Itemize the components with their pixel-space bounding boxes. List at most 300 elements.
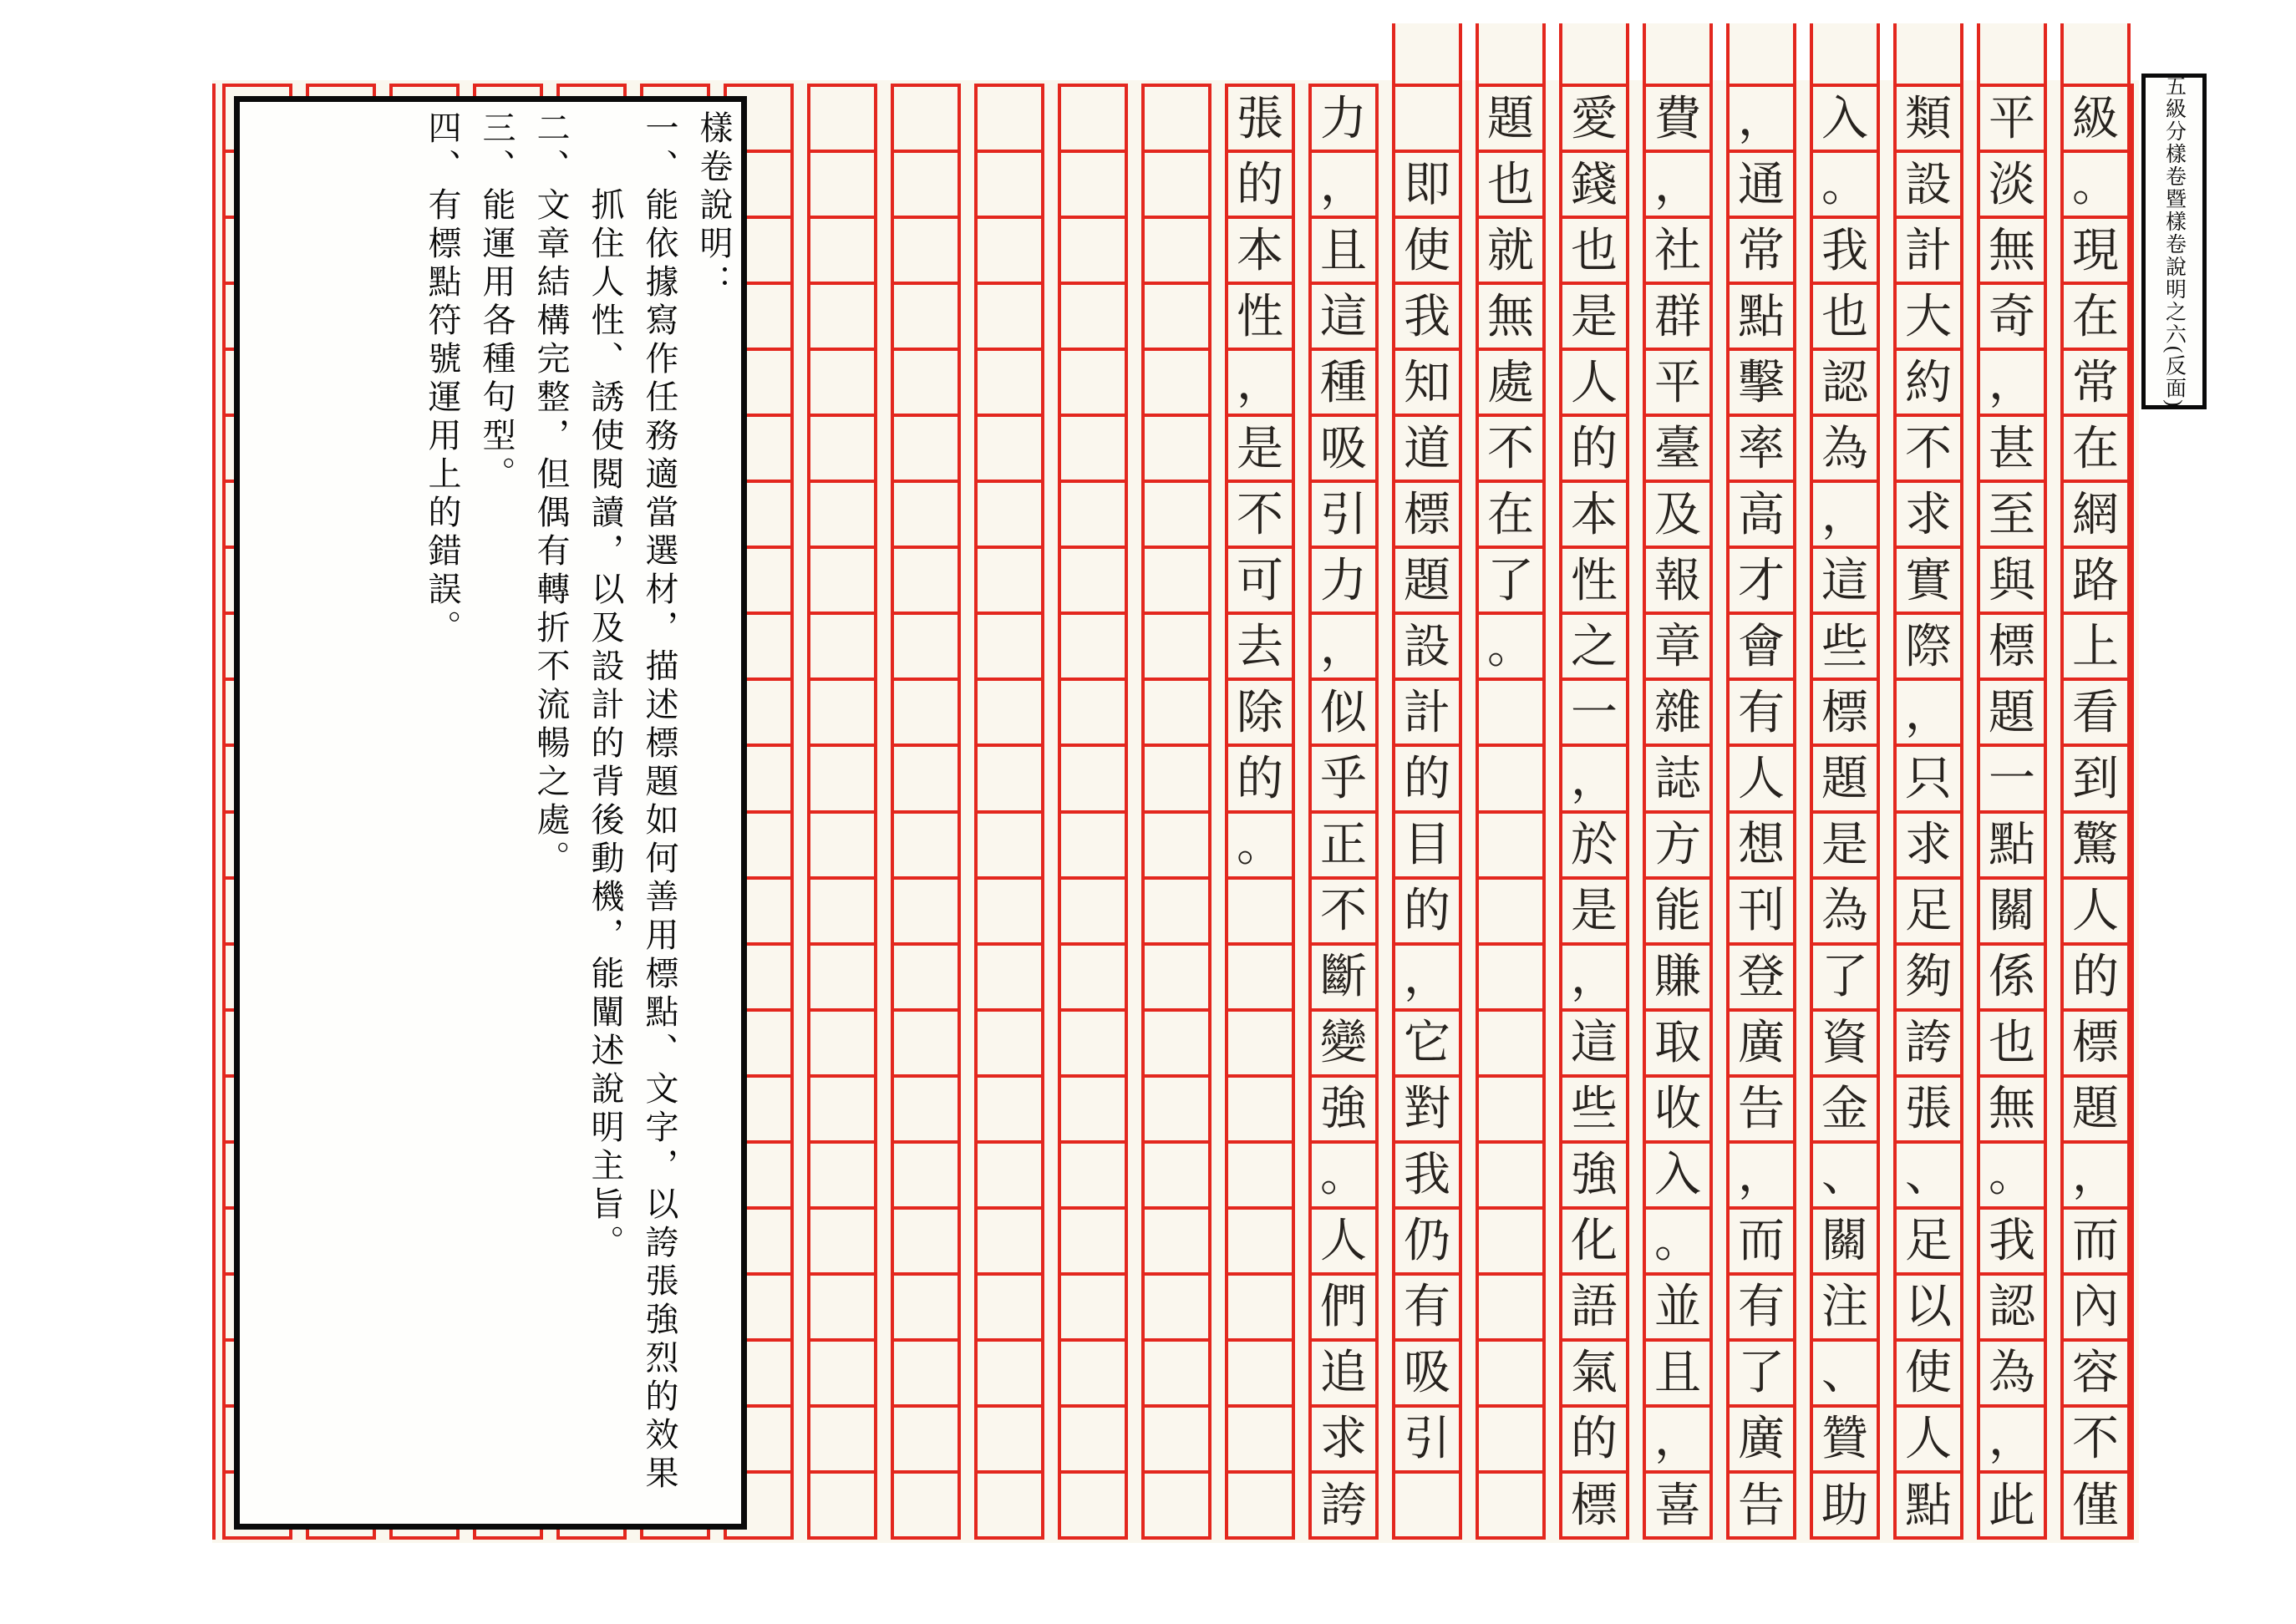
grid-cell: 標: [1980, 615, 2044, 681]
grid-cell: 為: [1980, 1342, 2044, 1408]
grid-cell: 內: [2064, 1276, 2127, 1342]
grid-cell: [978, 880, 1041, 946]
grid-cell: 是: [1228, 417, 1292, 483]
grid-cell: 奇: [1980, 285, 2044, 351]
grid-cell: 化: [1562, 1210, 1626, 1276]
grid-cell: 標: [1571, 1478, 1618, 1531]
grid-cell: 題: [1395, 549, 1459, 615]
grid-column-9: [1392, 84, 1462, 1540]
grid-cell: 取: [1646, 1012, 1709, 1078]
grid-cell: 不: [1312, 880, 1375, 946]
grid-cell: 費: [1646, 87, 1709, 153]
grid-cell: 資: [1813, 1012, 1877, 1078]
grid-cell: [1479, 681, 1542, 747]
grid-cell: [894, 1474, 958, 1536]
grid-cell: 、: [1897, 1144, 1960, 1210]
grid-cell: [1145, 1078, 1208, 1144]
sample-notes-box: [234, 96, 747, 1530]
grid-cell: ，: [1980, 351, 2044, 417]
grid-cell: [978, 1342, 1041, 1408]
grid-cell: 收: [1646, 1078, 1709, 1144]
grid-cell: 在: [2064, 417, 2127, 483]
grid-cell: [1145, 880, 1208, 946]
grid-cell: [978, 615, 1041, 681]
grid-cell: 誇: [1320, 1478, 1367, 1531]
grid-cell: 了: [1479, 549, 1542, 615]
grid-cell: 平: [1980, 87, 2044, 153]
grid-cell: [1145, 681, 1208, 747]
grid-cell: [1228, 1474, 1292, 1536]
grid-cell: [810, 1210, 874, 1276]
grid-cell: 的: [1228, 747, 1292, 813]
grid-cell: 通: [1730, 153, 1793, 219]
grid-cell: 了: [1730, 1342, 1793, 1408]
grid-cell: 人: [1562, 351, 1626, 417]
grid-cell: 力: [1312, 549, 1375, 615]
grid-cell: [978, 1408, 1041, 1474]
grid-cell: [1145, 1474, 1208, 1536]
grid-cell: 張: [1897, 1078, 1960, 1144]
clipped-top-cell: [1977, 23, 2047, 84]
clipped-top-cell: [1476, 23, 1546, 84]
grid-cell: 的: [1228, 153, 1292, 219]
grid-cell: ，: [1228, 351, 1292, 417]
grid-cell: 氣: [1562, 1342, 1626, 1408]
grid-cell: [1061, 351, 1125, 417]
grid-cell: 在: [1479, 483, 1542, 549]
grid-cell: [1479, 814, 1542, 880]
grid-cell: 足: [1897, 880, 1960, 946]
grid-cell: [894, 681, 958, 747]
grid-cell: 並: [1646, 1276, 1709, 1342]
grid-cell: [1228, 1078, 1292, 1144]
grid-cell: 設: [1395, 615, 1459, 681]
grid-cell: 計: [1395, 681, 1459, 747]
grid-cell: [1145, 1012, 1208, 1078]
grid-cell: [1061, 1012, 1125, 1078]
grid-cell: 使: [1897, 1342, 1960, 1408]
grid-cell: [1061, 1210, 1125, 1276]
grid-cell: 臺: [1646, 417, 1709, 483]
grid-cell: [978, 549, 1041, 615]
grid-cell: 僅: [2072, 1478, 2119, 1531]
clipped-top-cell: [2060, 23, 2131, 84]
grid-cell: 金: [1813, 1078, 1877, 1144]
grid-cell: ，: [1980, 1408, 2044, 1474]
grid-cell: [894, 1012, 958, 1078]
grid-cell: [1479, 880, 1542, 946]
grid-cell: 刊: [1730, 880, 1793, 946]
grid-cell: 一: [1562, 681, 1626, 747]
clipped-top-cell: [1893, 23, 1963, 84]
grid-cell: 知: [1395, 351, 1459, 417]
grid-column-12: [1141, 84, 1211, 1540]
grid-cell: 告: [1730, 1078, 1793, 1144]
grid-cell: 本: [1562, 483, 1626, 549]
grid-cell: ，: [2064, 1144, 2127, 1210]
grid-cell: 約: [1897, 351, 1960, 417]
grid-cell: 、: [1813, 1342, 1877, 1408]
grid-cell: 也: [1980, 1012, 2044, 1078]
side-label-box: [2141, 74, 2207, 409]
grid-cell: 到: [2064, 747, 2127, 813]
grid-cell: ，: [1395, 946, 1459, 1012]
grid-cell: [1395, 1474, 1459, 1536]
grid-cell: [1145, 1408, 1208, 1474]
grid-cell: [810, 681, 874, 747]
grid-cell: 至: [1980, 483, 2044, 549]
grid-cell: 常: [1730, 219, 1793, 285]
grid-cell: [894, 880, 958, 946]
grid-cell: 容: [2064, 1342, 2127, 1408]
grid-cell: [894, 1408, 958, 1474]
grid-cell: 。: [1813, 153, 1877, 219]
grid-cell: ，: [1562, 946, 1626, 1012]
grid-cell: [810, 814, 874, 880]
grid-cell: 對: [1395, 1078, 1459, 1144]
grid-cell: 的: [1562, 1408, 1626, 1474]
notes-title: 樣卷說明：: [695, 110, 733, 302]
grid-cell: 登: [1730, 946, 1793, 1012]
grid-cell: 我: [1395, 1144, 1459, 1210]
grid-column-14: [974, 84, 1044, 1540]
grid-cell: 引: [1312, 483, 1375, 549]
grid-cell: [978, 681, 1041, 747]
grid-cell: [1228, 1210, 1292, 1276]
grid-cell: 會: [1730, 615, 1793, 681]
grid-cell: ，: [1312, 153, 1375, 219]
grid-column-5: [1726, 84, 1796, 1540]
grid-cell: [978, 417, 1041, 483]
grid-cell: [894, 946, 958, 1012]
grid-cell: 不: [1897, 417, 1960, 483]
grid-cell: 驚: [2064, 814, 2127, 880]
grid-cell: 。: [1228, 814, 1292, 880]
grid-cell: 際: [1897, 615, 1960, 681]
grid-cell: [1228, 1276, 1292, 1342]
grid-cell: [1145, 946, 1208, 1012]
notes-item-column-2: 抓住人性、誘使閱讀，以及設計的背後動機，能闡述說明主旨。: [587, 187, 624, 1263]
grid-cell: 目: [1395, 814, 1459, 880]
notes-item-column-4: 三、能運用各種句型。: [478, 110, 516, 495]
grid-cell: 關: [1980, 880, 2044, 946]
grid-cell: 且: [1312, 219, 1375, 285]
grid-cell: [894, 219, 958, 285]
grid-cell: 誇: [1897, 1012, 1960, 1078]
grid-cell: 之: [1562, 615, 1626, 681]
grid-cell: 題: [2064, 1078, 2127, 1144]
grid-cell: [1061, 681, 1125, 747]
grid-cell: 強: [1312, 1078, 1375, 1144]
grid-cell: 標: [1395, 483, 1459, 549]
grid-cell: [810, 417, 874, 483]
grid-cell: 無: [1980, 1078, 2044, 1144]
grid-cell: [1479, 1144, 1542, 1210]
grid-cell: [1061, 549, 1125, 615]
notes-item-column-3: 二、文章結構完整，但偶有轉折不流暢之處。: [532, 110, 570, 879]
grid-cell: [810, 483, 874, 549]
grid-cell: 求: [1897, 483, 1960, 549]
grid-cell: 告: [1738, 1478, 1785, 1531]
grid-cell: [894, 483, 958, 549]
grid-cell: 點: [1980, 814, 2044, 880]
grid-cell: [1145, 814, 1208, 880]
grid-cell: 力: [1312, 87, 1375, 153]
clipped-top-cell: [1559, 23, 1629, 84]
grid-cell: 性: [1228, 285, 1292, 351]
grid-cell: [978, 483, 1041, 549]
grid-cell: [894, 285, 958, 351]
grid-cell: 無: [1980, 219, 2044, 285]
grid-cell: 與: [1980, 549, 2044, 615]
grid-cell: 我: [1813, 219, 1877, 285]
grid-cell: 了: [1813, 946, 1877, 1012]
grid-cell: 入: [1813, 87, 1877, 153]
grid-cell: [978, 1276, 1041, 1342]
grid-cell: 標: [2064, 1012, 2127, 1078]
grid-cell: [1479, 1474, 1542, 1536]
grid-column-4: [1810, 84, 1880, 1540]
grid-cell: 擊: [1730, 351, 1793, 417]
grid-cell: 的: [1395, 747, 1459, 813]
grid-cell: 去: [1228, 615, 1292, 681]
grid-cell: [978, 285, 1041, 351]
grid-cell: [1479, 747, 1542, 813]
grid-cell: 題: [1980, 681, 2044, 747]
grid-cell: 它: [1395, 1012, 1459, 1078]
grid-cell: [810, 285, 874, 351]
grid-cell: [894, 615, 958, 681]
grid-cell: 此: [1989, 1478, 2035, 1531]
grid-cell: [978, 1474, 1041, 1536]
grid-cell: 人: [2064, 880, 2127, 946]
grid-cell: [1479, 1408, 1542, 1474]
grid-cell: [810, 1012, 874, 1078]
grid-cell: 不: [1479, 417, 1542, 483]
grid-cell: [1061, 747, 1125, 813]
grid-cell: 社: [1646, 219, 1709, 285]
grid-cell: 只: [1897, 747, 1960, 813]
grid-cell: 雜: [1646, 681, 1709, 747]
grid-cell: [810, 1144, 874, 1210]
grid-cell: 使: [1395, 219, 1459, 285]
grid-cell: [978, 747, 1041, 813]
grid-cell: 題: [1479, 87, 1542, 153]
grid-cell: 類: [1897, 87, 1960, 153]
grid-cell: 大: [1897, 285, 1960, 351]
grid-cell: [978, 87, 1041, 153]
grid-cell: 、: [1813, 1144, 1877, 1210]
grid-cell: 我: [1980, 1210, 2044, 1276]
grid-cell: 些: [1562, 1078, 1626, 1144]
grid-right-edge-line: [2131, 84, 2134, 1540]
grid-cell: [810, 87, 874, 153]
grid-cell: 計: [1897, 219, 1960, 285]
grid-cell: 且: [1646, 1342, 1709, 1408]
grid-cell: 也: [1562, 219, 1626, 285]
grid-cell: [1479, 1342, 1542, 1408]
grid-cell: 是: [1562, 285, 1626, 351]
grid-cell: [894, 1276, 958, 1342]
grid-cell: [1061, 417, 1125, 483]
grid-cell: ，: [1897, 681, 1960, 747]
grid-cell: 就: [1479, 219, 1542, 285]
grid-cell: [978, 1012, 1041, 1078]
grid-cell: 不: [2064, 1408, 2127, 1474]
grid-cell: 廣: [1730, 1012, 1793, 1078]
grid-cell: 似: [1312, 681, 1375, 747]
grid-cell: 種: [1312, 351, 1375, 417]
grid-cell: 這: [1813, 549, 1877, 615]
grid-cell: [1228, 880, 1292, 946]
grid-cell: 。: [2064, 153, 2127, 219]
grid-column-16: [807, 84, 877, 1540]
grid-cell: [978, 1210, 1041, 1276]
grid-cell: [1228, 946, 1292, 1012]
grid-cell: 為: [1813, 417, 1877, 483]
grid-cell: 注: [1813, 1276, 1877, 1342]
grid-cell: 標: [1813, 681, 1877, 747]
grid-cell: 於: [1562, 814, 1626, 880]
clipped-top-cell: [1392, 23, 1462, 84]
grid-cell: [1061, 87, 1125, 153]
grid-cell: [1061, 1144, 1125, 1210]
grid-cell: 語: [1562, 1276, 1626, 1342]
grid-cell: [894, 1078, 958, 1144]
grid-cell: 為: [1813, 880, 1877, 946]
grid-cell: 這: [1312, 285, 1375, 351]
grid-cell: [894, 814, 958, 880]
grid-cell: [1145, 1144, 1208, 1210]
grid-cell: 認: [1980, 1276, 2044, 1342]
grid-cell: [1061, 946, 1125, 1012]
grid-cell: 章: [1646, 615, 1709, 681]
grid-cell: ，: [1730, 87, 1793, 153]
grid-cell: [1061, 153, 1125, 219]
grid-cell: [894, 747, 958, 813]
grid-cell: 點: [1730, 285, 1793, 351]
grid-column-8: [1476, 84, 1546, 1540]
grid-column-1: [2060, 84, 2131, 1540]
grid-cell: ，: [1813, 483, 1877, 549]
grid-cell: 實: [1897, 549, 1960, 615]
grid-cell: [1145, 219, 1208, 285]
grid-cell: [1145, 615, 1208, 681]
grid-cell: [810, 880, 874, 946]
grid-cell: ，: [1646, 1408, 1709, 1474]
grid-cell: [894, 153, 958, 219]
grid-cell: 強: [1562, 1144, 1626, 1210]
grid-cell: 錢: [1562, 153, 1626, 219]
grid-cell: [1228, 1144, 1292, 1210]
grid-cell: 乎: [1312, 747, 1375, 813]
grid-cell: [894, 549, 958, 615]
grid-cell: 。: [1646, 1210, 1709, 1276]
grid-column-3: [1893, 84, 1963, 1540]
grid-cell: [1228, 1342, 1292, 1408]
grid-cell: 也: [1479, 153, 1542, 219]
grid-column-11: [1225, 84, 1295, 1540]
grid-cell: [1228, 1408, 1292, 1474]
grid-cell: 以: [1897, 1276, 1960, 1342]
grid-cell: [1145, 549, 1208, 615]
grid-cell: 人: [1730, 747, 1793, 813]
grid-cell: 喜: [1654, 1478, 1701, 1531]
grid-cell: 人: [1897, 1408, 1960, 1474]
grid-cell: [1061, 880, 1125, 946]
grid-cell: ，: [1646, 153, 1709, 219]
grid-cell: [1061, 615, 1125, 681]
grid-cell: 我: [1395, 285, 1459, 351]
grid-cell: ，: [1312, 615, 1375, 681]
grid-cell: [1145, 153, 1208, 219]
grid-cell: [810, 153, 874, 219]
grid-cell: 。: [1479, 615, 1542, 681]
grid-cell: [894, 1144, 958, 1210]
grid-cell: [1061, 1342, 1125, 1408]
grid-cell: [1145, 87, 1208, 153]
grid-cell: 而: [2064, 1210, 2127, 1276]
grid-cell: 無: [1479, 285, 1542, 351]
grid-cell: [894, 1342, 958, 1408]
grid-cell: [1228, 1012, 1292, 1078]
grid-cell: [894, 1210, 958, 1276]
grid-cell: 能: [1646, 880, 1709, 946]
grid-cell: [810, 351, 874, 417]
grid-cell: 人: [1312, 1210, 1375, 1276]
grid-cell: 吸: [1395, 1342, 1459, 1408]
grid-column-2: [1977, 84, 2047, 1540]
grid-cell: 看: [2064, 681, 2127, 747]
grid-cell: [1479, 1012, 1542, 1078]
side-label-text: 五級分樣卷暨樣卷說明之六(反面): [2162, 74, 2186, 409]
grid-cell: 誌: [1646, 747, 1709, 813]
grid-cell: [810, 946, 874, 1012]
grid-cell: 設: [1897, 153, 1960, 219]
grid-cell: 不: [1228, 483, 1292, 549]
notes-item-column-5: 四、有標點符號運用上的錯誤。: [424, 110, 461, 648]
grid-cell: [1061, 219, 1125, 285]
grid-cell: 平: [1646, 351, 1709, 417]
grid-cell: 這: [1562, 1012, 1626, 1078]
grid-cell: 除: [1228, 681, 1292, 747]
grid-cell: 變: [1312, 1012, 1375, 1078]
grid-cell: 可: [1228, 549, 1292, 615]
grid-cell: 求: [1897, 814, 1960, 880]
grid-cell: [1395, 87, 1459, 153]
grid-cell: 一: [1980, 747, 2044, 813]
grid-cell: [810, 219, 874, 285]
grid-cell: [978, 946, 1041, 1012]
grid-cell: [1479, 1276, 1542, 1342]
clipped-top-cell: [1643, 23, 1713, 84]
grid-column-10: [1308, 84, 1379, 1540]
grid-cell: [810, 1276, 874, 1342]
grid-cell: 方: [1646, 814, 1709, 880]
grid-cell: 路: [2064, 549, 2127, 615]
grid-cell: 本: [1228, 219, 1292, 285]
grid-cell: 群: [1646, 285, 1709, 351]
grid-cell: 是: [1813, 814, 1877, 880]
grid-cell: 正: [1312, 814, 1375, 880]
grid-cell: 性: [1562, 549, 1626, 615]
grid-cell: [810, 747, 874, 813]
grid-cell: 張: [1228, 87, 1292, 153]
grid-cell: 助: [1821, 1478, 1868, 1531]
grid-cell: 報: [1646, 549, 1709, 615]
grid-cell: [978, 351, 1041, 417]
grid-cell: 想: [1730, 814, 1793, 880]
